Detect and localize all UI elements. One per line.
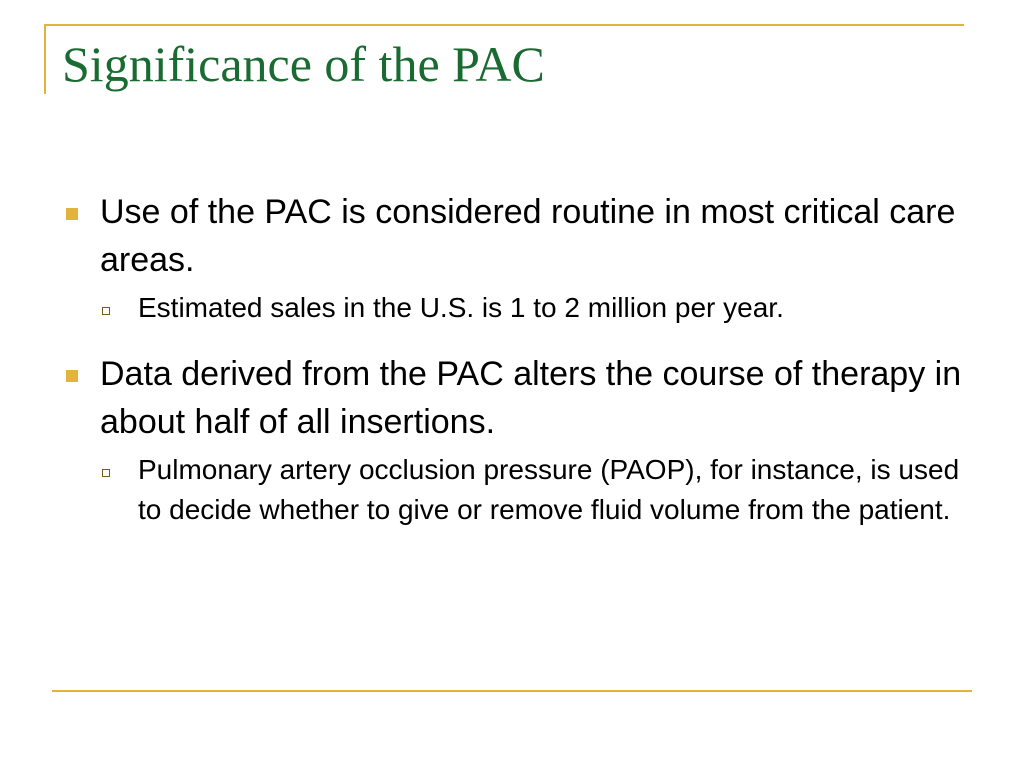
bullet-item: [62, 188, 962, 284]
hollow-square-bullet-icon: [102, 469, 110, 477]
sub-bullet-item: [62, 450, 962, 530]
frame-bottom-rule: [52, 690, 972, 692]
sub-bullet-text: Pulmonary artery occlusion pressure (PAOP), for instance, is used to decide whether to give or remove fluid volume from the patient.: [138, 454, 960, 525]
bullet-item: [62, 350, 962, 446]
slide-content: [62, 188, 962, 530]
bullet-text: Data derived from the PAC alters the course of therapy in about half of all insertions.: [100, 355, 962, 441]
sub-bullet-text: Estimated sales in the U.S. is 1 to 2 million per year.: [138, 292, 784, 323]
square-bullet-icon: [66, 208, 78, 220]
hollow-square-bullet-icon: [102, 307, 110, 315]
square-bullet-icon: [66, 370, 78, 382]
frame-top-rule: [44, 24, 964, 26]
sub-bullet-item: [62, 288, 962, 328]
frame-left-rule: [44, 24, 46, 94]
bullet-text: Use of the PAC is considered routine in most critical care areas.: [100, 193, 956, 279]
slide-title: Significance of the PAC: [62, 36, 545, 92]
